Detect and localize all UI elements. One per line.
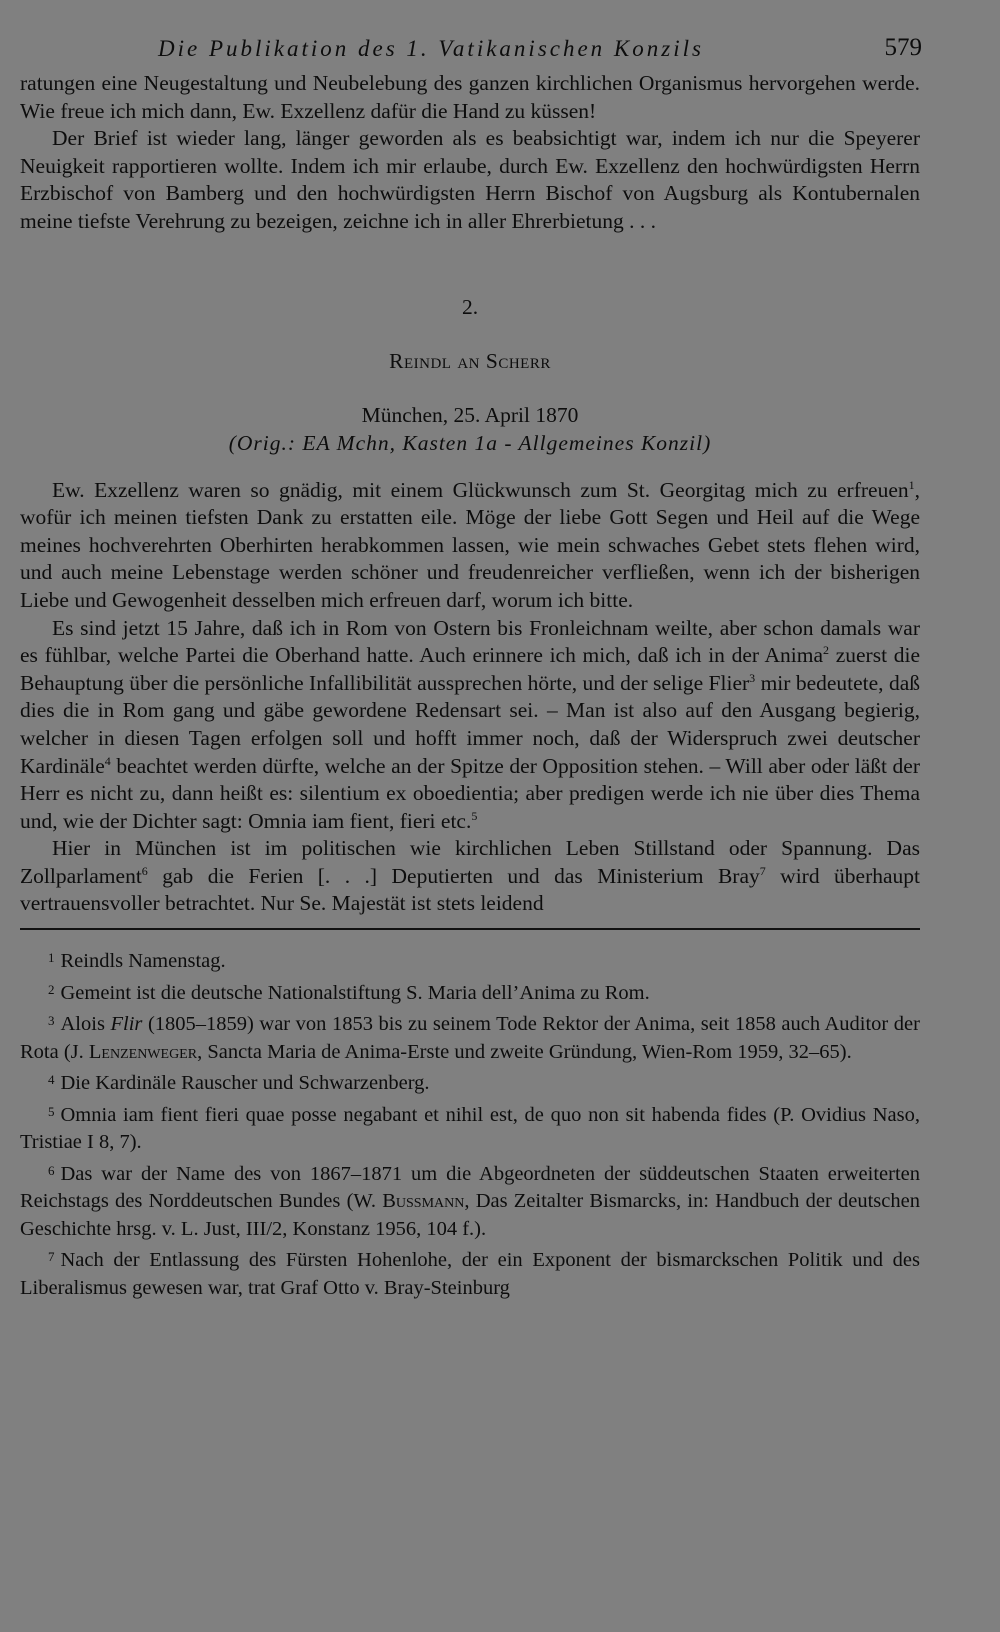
footnote-text: Reindls Namenstag. (60, 950, 226, 973)
footnote-2 (20, 976, 920, 1008)
footnote-1 (20, 944, 920, 976)
footnote-ref-2[interactable]: 2 (823, 643, 830, 658)
footnote-mark: 5 (48, 1103, 55, 1119)
footnote-text: Alois (60, 1013, 111, 1036)
footnote-4 (20, 1066, 920, 1098)
intro-paragraph-1: ratungen eine Neugestaltung und Neubelebung des ganzen kirchlichen Organismus hervorgehen werde. Wie freue ich mich dann, Ew. Exzellenz dafür die Hand zu küssen! (20, 71, 920, 123)
text-run: wird überhaupt vertrauensvoller betrachtet. Nur Se. Majestät ist stets leidend (20, 863, 920, 916)
footnote-5 (20, 1098, 920, 1157)
text-run: mir bedeutete, daß dies die in Rom gang und gäbe gewordene Redensart sei. – Man ist also auf den Ausgang begierig, welcher in diesen Tagen erfolgen soll und hofft immer noch, daß der Widerspruch zwei deutscher Kardinäle (20, 670, 920, 778)
section-heading: Reindl an Scherr (389, 348, 551, 373)
footnote-mark: 3 (48, 1013, 55, 1029)
footnote-person-name: Flir (110, 1013, 143, 1036)
footnote-text: Gemeint ist die deutsche Nationalstiftung S. Maria dell’Anima zu Rom. (60, 981, 650, 1004)
footnote-ref-1[interactable]: 1 (908, 477, 915, 492)
footnote-7 (20, 1243, 920, 1302)
footnote-ref-3[interactable]: 3 (749, 670, 756, 685)
footnote-divider (20, 928, 920, 930)
place-date: München, 25. April 1870 (361, 402, 579, 427)
letter-paragraph-1 (20, 477, 920, 615)
section-number: 2. (461, 294, 479, 319)
footnote-3 (20, 1007, 920, 1066)
footnote-mark: 1 (48, 950, 55, 966)
footnote-text: Das war der Name des von 1867–1871 um die Abgeordneten der süddeutschen Staaten erweiterten Reichstags des Norddeutschen Bundes (W. (20, 1162, 920, 1213)
footnote-text: , Sancta Maria de Anima-Erste und zweite Gründung, Wien-Rom 1959, 32–65). (197, 1040, 852, 1063)
footnote-text: Nach der Entlassung des Fürsten Hohenlohe, der ein Exponent der bismarckschen Politik und des Liberalismus gewesen war, trat Graf Otto v. Bray-Steinburg (20, 1249, 920, 1299)
text-run: gab die Ferien [. . .] Deputierten und das Ministerium Bray (147, 863, 760, 888)
footnote-ref-6[interactable]: 6 (141, 863, 148, 878)
footnote-mark: 7 (48, 1249, 55, 1265)
page-number: 579 (884, 34, 922, 61)
footnote-author: Bussmann (382, 1190, 465, 1213)
footnote-ref-5[interactable]: 5 (471, 808, 478, 823)
footnote-6 (20, 1157, 920, 1244)
footnote-text: Omnia iam fient fieri quae posse negabant et nihil est, de quo non sit habenda fides (P. Ovidius Naso, Tristiae I 8, 7). (20, 1103, 920, 1154)
letter-body (20, 477, 920, 919)
intro-text (20, 70, 920, 236)
footnote-mark: 6 (48, 1162, 55, 1178)
text-run: Ew. Exzellenz waren so gnädig, mit einem Glückwunsch zum St. Georgitag mich zu erfreuen (52, 477, 909, 502)
text-run: Es sind jetzt 15 Jahre, daß ich in Rom von Ostern bis Fronleichnam weilte, aber schon damals war es fühlbar, welche Partei die Oberhand hatte. Auch erinnere ich mich, daß ich in der Anima (20, 615, 920, 668)
letter-paragraph-3 (20, 835, 920, 918)
text-run: Hier in München ist im politischen wie kirchlichen Leben Stillstand oder Spannung. Das Zollparlament (20, 836, 920, 888)
footnote-text: Die Kardinäle Rauscher und Schwarzenberg. (60, 1072, 430, 1095)
intro-paragraph-2: Der Brief ist wieder lang, länger geworden als es beabsichtigt war, indem ich nur die Speyerer Neuigkeit rapportieren wollte. Indem ich mir erlaube, durch Ew. Exzellenz den hochwürdigsten Herrn Erzbischof von Bamberg und den hochwürdigsten Herrn Bischof von Augsburg als Kontubernalen meine tiefste Verehrung zu bezeigen, zeichne ich in aller Ehrerbietung . . . (20, 126, 920, 233)
footnotes (20, 944, 920, 1302)
footnote-text: (1805–1859) war von 1853 bis zu seinem Tode Rektor der Anima, seit 1858 auch Auditor der Rota (J. (20, 1013, 920, 1063)
text-run: beachtet werden dürfte, welche an der Spitze der Opposition stehen. – Will aber oder läßt der Herr es nicht zu, dann heißt es: silentium ex oboedientia; aber predigen werde ich nie über dies Thema und, wie der Dichter sagt: Omnia iam fient, fieri etc. (20, 753, 920, 833)
letter-paragraph-2 (20, 615, 920, 836)
footnote-ref-4[interactable]: 4 (104, 753, 111, 768)
footnote-text: , Das Zeitalter Bismarcks, in: Handbuch der deutschen Geschichte hrsg. v. L. Just, III/2, Konstanz 1956, 104 f.). (20, 1190, 920, 1240)
running-header (20, 30, 920, 70)
running-title: Die Publikation des 1. Vatikanischen Konzils (158, 36, 704, 61)
text-run: zuerst die Behauptung über die persönliche Infallibilität aussprechen hörte, und der selige Flier (20, 643, 920, 695)
text-run: , wofür ich meinen tiefsten Dank zu erstatten eile. Möge der liebe Gott Segen und Heil auf die Wege meines hochverehrten Oberhirten herabkommen lassen, wie mein schwaches Gebet stets flehen wird, und auch meine Lebenstage werden schöner und freudenreicher verfließen, wenn ich der bisherigen Liebe und Gewogenheit desselben mich erfreuen darf, worum ich bitte. (20, 477, 920, 612)
footnote-mark: 2 (48, 981, 55, 997)
document-page (20, 30, 920, 1302)
footnote-author: Lenzenweger (88, 1040, 198, 1063)
footnote-mark: 4 (48, 1072, 55, 1088)
footnote-ref-7[interactable]: 7 (759, 863, 766, 878)
source-origin: (Orig.: EA Mchn, Kasten 1a - Allgemeines Konzil) (228, 430, 712, 455)
